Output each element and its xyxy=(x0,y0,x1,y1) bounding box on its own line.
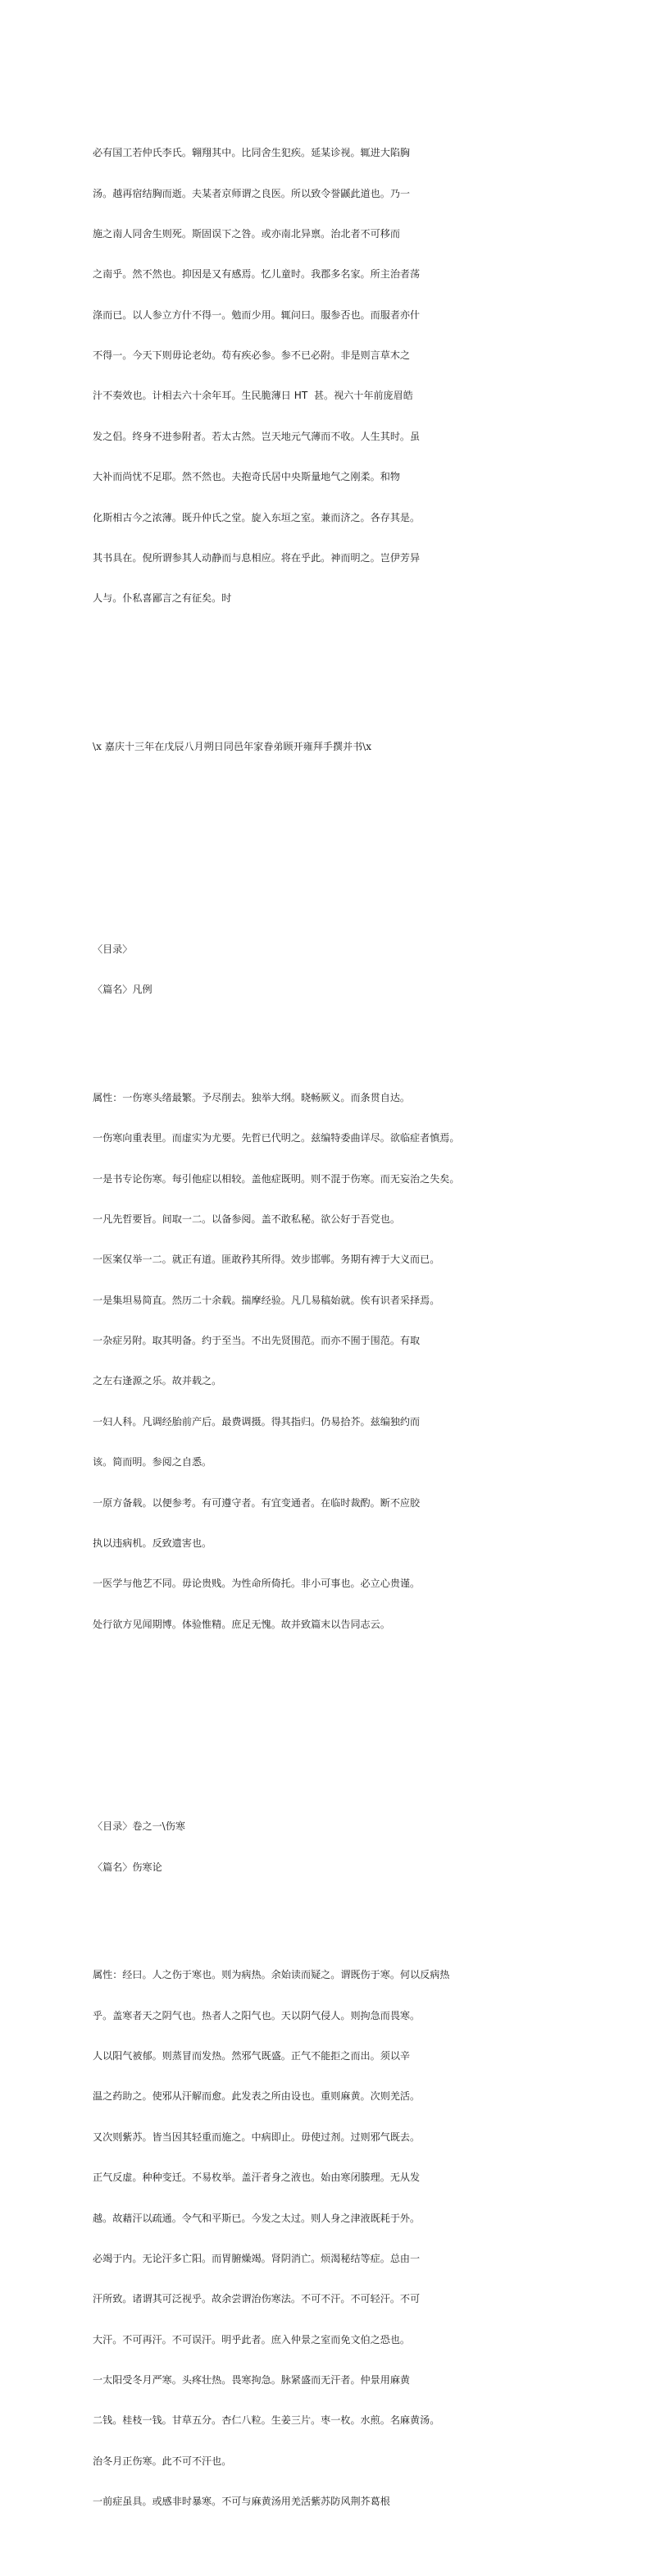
blank-spacer xyxy=(93,1739,598,1752)
text-line: 人与。仆私喜鄙言之有征矣。时 xyxy=(93,592,232,605)
text-line: 一是书专论伤寒。每引他症以相较。盖他症既明。则不混于伤寒。而无妄治之失矣。 xyxy=(93,1172,460,1185)
text-line: 一杂症另附。取其明备。约于至当。不出先贤围范。而亦不囿于围范。有取 xyxy=(93,1335,421,1347)
text-line: 属性：一伤寒头绪最繁。予尽削去。独举大纲。晓畅厥义。而条贯自达。 xyxy=(93,1091,411,1103)
blank-spacer xyxy=(93,821,598,834)
text-line: 处行欲方见闻期博。体验惟精。庶足无愧。故并致篇末以告同志云。 xyxy=(93,1618,390,1630)
text-line: 汤。越再宿结胸而逝。夫某者京师谓之良医。所以致令誉鼷此道也。乃一 xyxy=(93,187,411,199)
toc-tag-line: 〈目录〉 xyxy=(93,943,133,955)
text-line: 涤而已。以人参立方什不得一。勉而少用。辄问曰。服参否也。而服者亦什 xyxy=(93,308,421,321)
text-line: \x 嘉庆十三年在戊辰八月朔日同邑年家眷弟顾开雍拜手撰并书\x xyxy=(93,741,372,753)
text-line: 正气反虚。种种变迁。不易枚举。盖汗者身之液也。始由寒闭腠理。无从发 xyxy=(93,2172,421,2184)
text-line: 一原方备载。以便参考。有可遵守者。有宜变通者。在临时裁酌。断不应胶 xyxy=(93,1496,421,1509)
text-line: 温之药助之。使邪从汗解而愈。此发表之所由设也。重则麻黄。次则羌活。 xyxy=(93,2090,421,2103)
text-line: 发之侣。终身不进参附者。若太古然。岂天地元气薄而不收。人生其时。虽 xyxy=(93,430,421,442)
text-line: 一太阳受冬月严寒。头疼壮热。畏寒拘急。脉紧盛而无汗者。仲景用麻黄 xyxy=(93,2373,411,2386)
text-line: 乎。盖寒者天之阴气也。热者人之阳气也。天以阴气侵人。则拘急而畏寒。 xyxy=(93,2009,421,2021)
text-line: 必有国工若仲氏李氏。翱翔其中。比同舍生犯疾。延某诊视。辄进大陷胸 xyxy=(93,147,411,159)
text-line: 执以违病机。反致遗害也。 xyxy=(93,1537,212,1549)
text-line: 不得一。今天下则毋论老幼。苟有疾必参。参不已必附。非是则言草木之 xyxy=(93,349,411,362)
text-line: 之左右逢源之乐。故并载之。 xyxy=(93,1375,222,1387)
text-line: 一是集坦易简直。然历二十余载。揣摩经验。凡几易稿始就。俟有识者采择焉。 xyxy=(93,1294,440,1306)
text-line: 一前症虽具。或感非时暴寒。不可与麻黄汤用羌活紫苏防风荆芥葛根 xyxy=(93,2496,390,2508)
section-heading-shanghan xyxy=(93,1793,598,1901)
text-line: 必竭于内。无论汗多亡阳。而胃腑燥竭。肾阴消亡。烦渴秘结等症。总由一 xyxy=(93,2252,421,2264)
text-line: 施之南人同舍生则死。斯固误下之咎。或亦南北异禀。治北者不可移而 xyxy=(93,227,400,240)
section-heading-fanli xyxy=(93,916,598,1024)
text-line: 一凡先哲要旨。间取一二。以备参阅。盖不敢私秘。欲公好于吾党也。 xyxy=(93,1213,400,1226)
text-line: 人以阳气被郁。则蒸冒而发热。然邪气既盛。正气不能拒之而出。须以辛 xyxy=(93,2050,411,2062)
fanli-paragraph xyxy=(93,1064,598,1658)
text-line: 之南乎。然不然也。抑因是又有感焉。忆儿童时。我郡多名家。所主治者荡 xyxy=(93,268,421,281)
shanghan-paragraph xyxy=(93,1941,598,2535)
text-line: 大汗。不可再汗。不可误汗。明乎此者。庶入仲景之室而免文伯之恐也。 xyxy=(93,2333,411,2345)
text-line: 汁不奏效也。计相去六十余年耳。生民脆薄日 HT 甚。视六十年前庞眉皓 xyxy=(93,390,413,402)
text-line: 又次则紫苏。皆当因其轻重而施之。中病即止。毋使过剂。过则邪气既去。 xyxy=(93,2131,421,2143)
text-line: 其书具在。倪所谓参其人动静而与息相应。将在乎此。神而明之。岂伊芳异 xyxy=(93,551,421,564)
chapter-title-line: 〈篇名〉凡例 xyxy=(93,984,152,996)
text-line: 化斯相古今之浓薄。既升仲氏之堂。旋入东垣之室。兼而济之。各存其是。 xyxy=(93,511,421,523)
document-text-body xyxy=(93,79,598,2576)
text-line: 属性：经曰。人之伤于寒也。则为病热。余始读而疑之。谓既伤于寒。何以反病热 xyxy=(93,1969,450,1981)
text-line: 越。故藉汗以疏通。令气和平斯已。今发之太过。则人身之津液既耗于外。 xyxy=(93,2212,421,2224)
text-line: 二钱。桂枝一钱。甘草五分。杏仁八粒。生姜三片。枣一枚。水煎。名麻黄汤。 xyxy=(93,2414,440,2427)
text-line: 大补而尚忧不足耶。然不然也。夫抱奇氏居中央斯量地气之刚柔。和物 xyxy=(93,471,400,483)
text-line: 治冬月正伤寒。此不可不汗也。 xyxy=(93,2455,232,2467)
blank-spacer xyxy=(93,861,598,875)
text-line: 一医学与他艺不同。毋论贵贱。为性命所倚托。非小可事也。必立心贵谨。 xyxy=(93,1578,421,1590)
text-line: 一伤寒向重表里。而虚实为尤要。先哲已代明之。兹编特委曲详尽。欲临症者慎焉。 xyxy=(93,1132,460,1144)
text-line: 该。简而明。参阅之自悉。 xyxy=(93,1456,212,1468)
text-line: 一医案仅举一二。就正有道。匪敢矜其所得。效步邯郸。务期有裨于大义而已。 xyxy=(93,1254,440,1266)
colophon-line xyxy=(93,713,598,780)
preface-paragraph xyxy=(93,119,598,673)
text-line: 汗所致。诸谓其可泛视乎。故余尝谓治伤寒法。不可不汗。不可轻汗。不可 xyxy=(93,2293,421,2305)
toc-tag-line: 〈目录〉卷之一\伤寒 xyxy=(93,1820,185,1833)
chapter-title-line: 〈篇名〉伤寒论 xyxy=(93,1861,162,1873)
text-line xyxy=(93,633,598,646)
text-line: 一妇人科。凡调经胎前产后。最费调摄。得其指归。仍易拾芥。兹编独约而 xyxy=(93,1415,421,1427)
blank-spacer xyxy=(93,1698,598,1711)
